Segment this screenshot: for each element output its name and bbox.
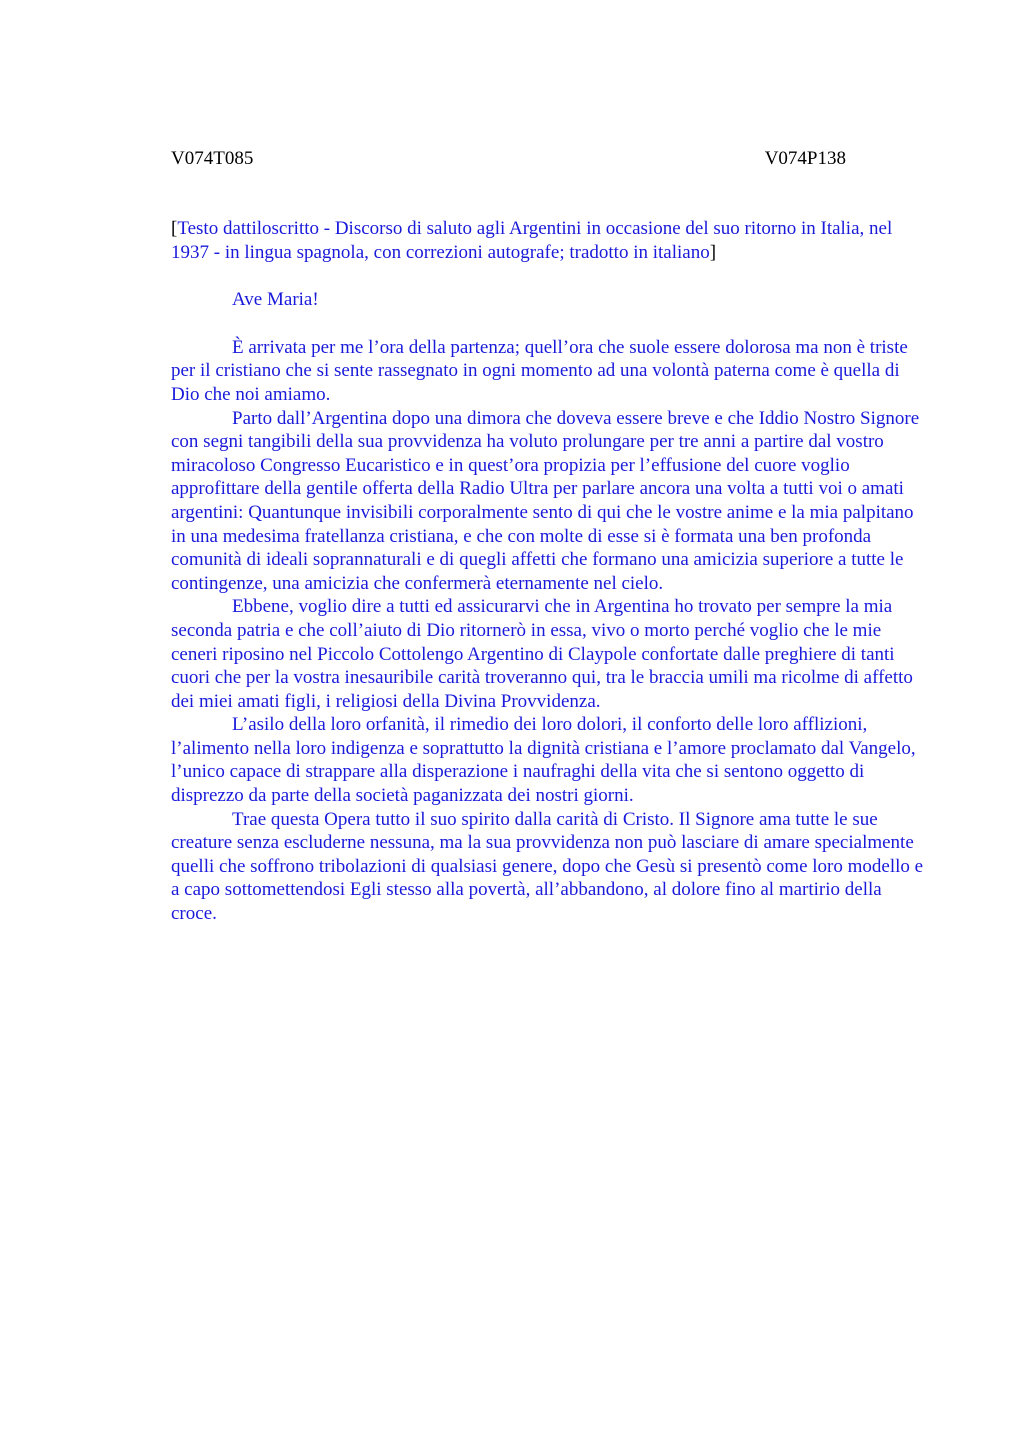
paragraph: È arrivata per me l’ora della partenza; quell’ora che suole essere dolorosa ma non è triste per il cristiano che si sente rassegnato in ogni momento ad una volontà paterna come è quella di Dio che noi amiamo. — [171, 336, 908, 405]
document-code: V074T085 — [171, 148, 254, 169]
paragraph: Ebbene, voglio dire a tutti ed assicurarvi che in Argentina ho trovato per sempre la mia seconda patria e che coll’aiuto di Dio ritornerò in essa, vivo o morto perché voglio che le mie ceneri riposino nel Piccolo Cottolengo Argentino di Claypole confortate dalle preghiere di tanti cuori che per la vostra inesauribile carità troveranno qui, tra le braccia umili ma ricolme di affetto dei miei amati figli, i religiosi della Divina Provvidenza. — [171, 596, 913, 712]
note-close-bracket: ] — [709, 241, 717, 263]
paragraph: L’asilo della loro orfanità, il rimedio dei loro dolori, il conforto delle loro afflizioni, l’alimento nella loro indigenza e soprattutto la dignità cristiana e l’amore proclamato dal Vangelo, l’unico capace di strappare alla disperazione i naufraghi della vita che si sentono oggetto di disprezzo da parte della società paganizzata dei nostri giorni. — [171, 714, 916, 807]
note-text: Testo dattiloscritto - Discorso di saluto agli Argentini in occasione del suo ritorno in Italia, nel 1937 - in lingua spagnola, con correzioni autografe; tradotto in italiano — [171, 218, 893, 263]
editorial-note — [171, 217, 931, 264]
page-header — [171, 147, 846, 171]
paragraph: Trae questa Opera tutto il suo spirito dalla carità di Cristo. Il Signore ama tutte le sue creature senza escluderne nessuna, ma la sua provvidenza non può lasciare di amare specialmente quelli che soffrono tribolazioni di qualsiasi genere, dopo che Gesù si presentò come loro modello e a capo sottomettendosi Egli stesso alla povertà, all’abbandono, al dolore fino al martirio della croce. — [171, 808, 924, 925]
note-open-bracket: [ — [171, 218, 178, 239]
document-body — [171, 217, 931, 926]
greeting: Ave Maria! — [232, 289, 319, 311]
page-code: V074P138 — [764, 148, 846, 169]
paragraph: Parto dall’Argentina dopo una dimora che doveva essere breve e che Iddio Nostro Signore con segni tangibili della sua provvidenza ha voluto prolungare per tre anni a partire dal vostro miracoloso Congresso Eucaristico e in quest’ora propizia per l’effusione del cuore voglio approfittare della gentile offerta della Radio Ultra per parlare ancora una volta a tutti voi o amati argentini: Quantunque invisibili corporalmente sento di qui che le vostre anime e la mia palpitano in una medesima fratellanza cristiana, e che con molte di esse si è formata una ben profonda comunità di ideali soprannaturali e di quegli affetti che formano una amicizia superiore a tutte le contingenze, una amicizia che confermerà eternamente nel cielo. — [171, 407, 920, 594]
